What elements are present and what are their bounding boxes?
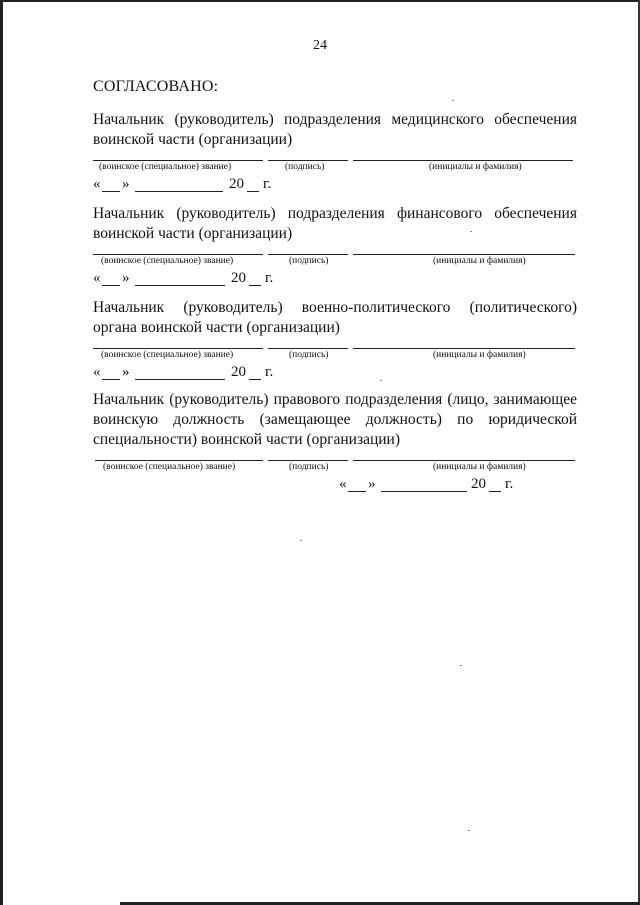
caption-row — [93, 462, 577, 474]
date-open-quote: « — [339, 476, 347, 492]
approval-block-legal — [93, 390, 577, 494]
page-number: 24 — [313, 38, 327, 53]
scan-speck — [468, 830, 470, 831]
name-line — [353, 348, 575, 349]
signature-line — [268, 460, 348, 461]
year-suffix: г. — [263, 176, 272, 192]
date-close-quote: » — [122, 176, 130, 192]
date-open-quote: « — [93, 364, 101, 380]
signature-line — [268, 348, 348, 349]
year-blank — [247, 177, 259, 192]
approval-block-political — [93, 298, 577, 382]
approval-title: Начальник (руководитель) подразделения медицинского обеспечения воинской части (организации) — [93, 111, 577, 148]
scan-speck — [380, 380, 382, 381]
scan-speck — [300, 540, 302, 541]
year-suffix: г. — [265, 364, 274, 380]
name-caption: (инициалы и фамилия) — [433, 462, 526, 472]
date-open-quote: « — [93, 270, 101, 286]
year-suffix: г. — [265, 270, 274, 286]
page-heading: СОГЛАСОВАНО: — [93, 78, 219, 95]
name-caption: (инициалы и фамилия) — [433, 350, 526, 360]
name-line — [353, 160, 573, 161]
rank-caption: (воинское (специальное) звание) — [103, 462, 236, 472]
signature-line — [268, 160, 348, 161]
date-row — [93, 364, 577, 382]
date-row — [93, 476, 577, 494]
year-blank — [249, 271, 261, 286]
year-suffix: г. — [505, 476, 514, 492]
rank-line — [93, 348, 263, 349]
scan-border-left — [0, 0, 3, 905]
date-row — [93, 270, 577, 288]
rank-caption: (воинское (специальное) звание) — [99, 162, 232, 172]
day-blank — [348, 477, 366, 492]
scan-speck — [452, 100, 454, 101]
date-open-quote: « — [93, 176, 101, 192]
approval-block-financial — [93, 204, 577, 288]
year-prefix: 20 — [471, 476, 486, 492]
name-caption: (инициалы и фамилия) — [429, 162, 522, 172]
date-close-quote: » — [122, 270, 130, 286]
signature-lines — [93, 152, 577, 162]
caption-row — [93, 256, 577, 268]
rank-caption: (воинское (специальное) звание) — [101, 350, 234, 360]
month-blank — [135, 365, 225, 380]
signature-lines — [93, 340, 577, 350]
scan-speck — [470, 231, 472, 232]
name-line — [353, 254, 575, 255]
signature-caption: (подпись) — [289, 462, 329, 472]
signature-caption: (подпись) — [285, 162, 325, 172]
day-blank — [102, 271, 120, 286]
date-close-quote: » — [368, 476, 376, 492]
name-line — [353, 460, 575, 461]
scan-speck — [460, 665, 462, 666]
signature-line — [268, 254, 348, 255]
year-blank — [249, 365, 261, 380]
year-prefix: 20 — [231, 364, 246, 380]
approval-title: Начальник (руководитель) подразделения финансового обеспечения воинской части (организации) — [93, 205, 577, 242]
signature-lines — [93, 452, 577, 462]
caption-row — [93, 350, 577, 362]
day-blank — [102, 365, 120, 380]
signature-lines — [93, 246, 577, 256]
scan-border-top — [0, 0, 640, 2]
signature-caption: (подпись) — [289, 350, 329, 360]
caption-row — [93, 162, 577, 174]
name-caption: (инициалы и фамилия) — [433, 256, 526, 266]
rank-caption: (воинское (специальное) звание) — [101, 256, 234, 266]
approval-title: Начальник (руководитель) военно-политического (политического) органа воинской части (организации) — [93, 299, 577, 336]
year-prefix: 20 — [231, 270, 246, 286]
rank-line — [93, 160, 263, 161]
date-close-quote: » — [122, 364, 130, 380]
year-prefix: 20 — [229, 176, 244, 192]
date-row — [93, 176, 577, 194]
month-blank — [381, 477, 467, 492]
approval-title: Начальник (руководитель) правового подразделения (лицо, занимающее воинскую должность (замещающее должность) по юридической специальности) воинской части (организации) — [93, 391, 577, 448]
rank-line — [95, 460, 263, 461]
rank-line — [93, 254, 263, 255]
day-blank — [102, 177, 120, 192]
signature-caption: (подпись) — [289, 256, 329, 266]
approval-block-medical — [93, 110, 577, 194]
month-blank — [135, 271, 225, 286]
month-blank — [135, 177, 223, 192]
year-blank — [489, 477, 501, 492]
